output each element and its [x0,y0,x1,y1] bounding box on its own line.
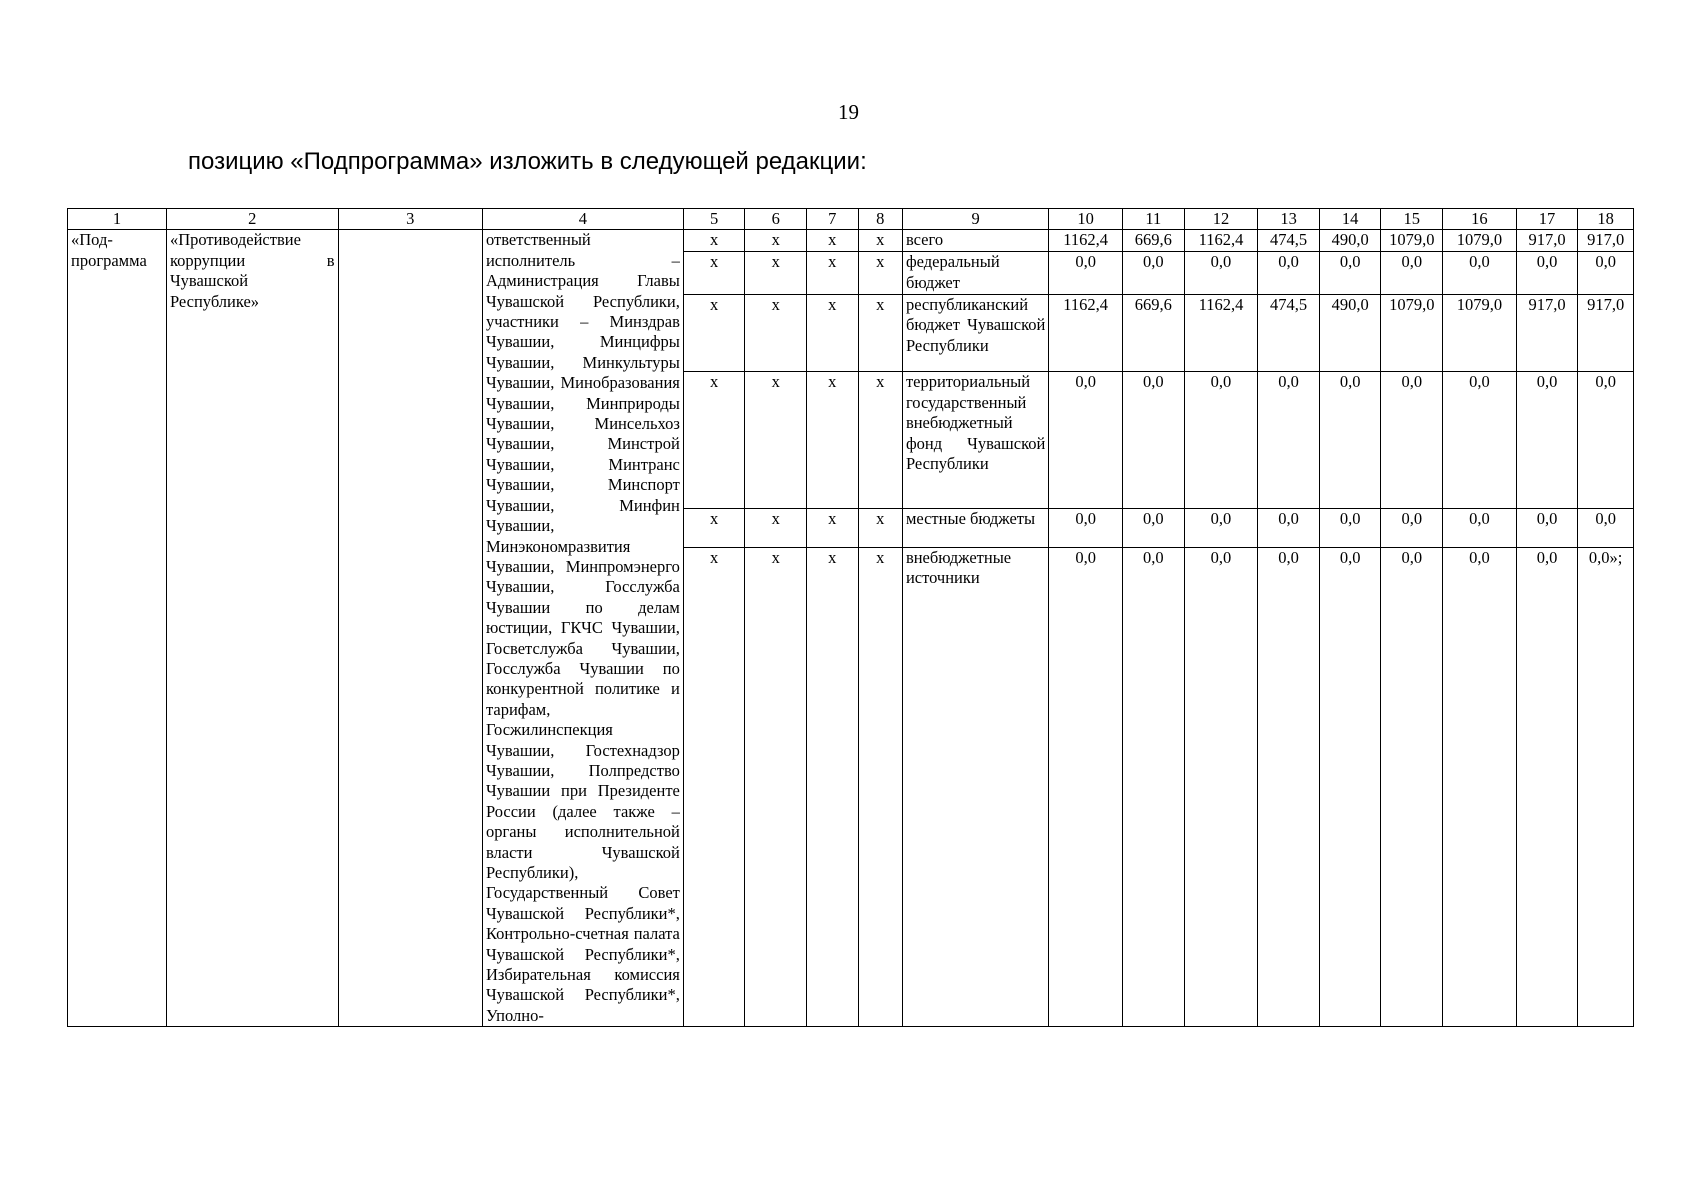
column-number-15: 15 [1381,209,1443,230]
value-cell: 0,0 [1381,547,1443,1026]
value-cell: 0,0 [1049,509,1123,548]
value-cell: 0,0 [1258,509,1320,548]
code-cell-c8: х [858,294,902,372]
column-number-9: 9 [902,209,1048,230]
value-cell: 1162,4 [1049,294,1123,372]
value-cell: 0,0 [1319,547,1381,1026]
header-row [68,209,1634,230]
column-number-14: 14 [1319,209,1381,230]
value-cell: 0,0 [1258,547,1320,1026]
value-cell: 1079,0 [1443,294,1517,372]
column-number-12: 12 [1184,209,1258,230]
code-cell-c5: х [683,547,745,1026]
code-cell-c5: х [683,230,745,252]
code-cell-c6: х [745,509,807,548]
column-number-13: 13 [1258,209,1320,230]
code-cell-c8: х [858,547,902,1026]
value-cell: 0,0 [1381,252,1443,295]
value-cell: 917,0 [1516,294,1578,372]
value-cell: 0,0 [1319,509,1381,548]
value-cell: 0,0 [1443,509,1517,548]
page-number: 19 [838,100,859,124]
value-cell: 1162,4 [1184,294,1258,372]
code-cell-c8: х [858,509,902,548]
value-cell: 0,0 [1123,547,1185,1026]
code-cell-c5: х [683,252,745,295]
code-cell-c5: х [683,509,745,548]
value-cell: 0,0 [1049,252,1123,295]
value-cell: 0,0 [1258,252,1320,295]
value-cell: 0,0 [1184,547,1258,1026]
column-number-7: 7 [807,209,858,230]
value-cell: 0,0 [1319,372,1381,509]
subprogram-name: «Противодействие коррупции в Чувашской Республике» [166,230,338,1027]
value-cell: 0,0 [1381,509,1443,548]
column-number-4: 4 [482,209,683,230]
value-cell: 669,6 [1123,294,1185,372]
code-cell-c6: х [745,372,807,509]
column-number-6: 6 [745,209,807,230]
value-cell: 1162,4 [1049,230,1123,252]
intro-text: позицию «Подпрограмма» изложить в следующей редакции: [188,148,867,175]
column-number-8: 8 [858,209,902,230]
column-number-3: 3 [338,209,482,230]
code-cell-c5: х [683,372,745,509]
value-cell: 669,6 [1123,230,1185,252]
code-cell-c7: х [807,252,858,295]
funding-source: федеральный бюджет [902,252,1048,295]
funding-source: местные бюджеты [902,509,1048,548]
column-number-2: 2 [166,209,338,230]
executors-cell: ответственный исполнитель – Администрация Главы Чувашской Республики, участники – Минздрав Чувашии, Минцифры Чувашии, Минкультуры Чувашии, Минобразования Чувашии, Минприроды Чувашии, Минсельхоз Чувашии, Минстрой Чувашии, Минтранс Чувашии, Минспорт Чувашии, Минфин Чувашии, Минэкономразвития Чувашии, Минпромэнерго Чувашии, Госслужба Чувашии по делам юстиции, ГКЧС Чувашии, Госветслужба Чувашии, Госслужба Чувашии по конкурентной политике и тарифам, Госжилинспекция Чувашии, Гостехнадзор Чувашии, Полпредство Чувашии при Президенте России (далее также – органы исполнительной власти Чувашской Республики), Государственный Совет Чувашской Республики*, Контрольно-счетная палата Чувашской Республики*, Избирательная комиссия Чувашской Республики*, Уполно- [482,230,683,1027]
code-cell-c6: х [745,230,807,252]
value-cell: 0,0 [1049,372,1123,509]
column-number-17: 17 [1516,209,1578,230]
value-cell: 0,0 [1184,372,1258,509]
column-number-11: 11 [1123,209,1185,230]
code-cell-c8: х [858,372,902,509]
code-cell-c7: х [807,509,858,548]
code-cell-c7: х [807,230,858,252]
value-cell: 0,0 [1381,372,1443,509]
code-cell-c6: х [745,252,807,295]
value-cell: 0,0 [1443,252,1517,295]
value-cell: 490,0 [1319,294,1381,372]
code-cell-c6: х [745,294,807,372]
value-cell: 0,0 [1319,252,1381,295]
value-cell: 917,0 [1516,230,1578,252]
column-number-18: 18 [1578,209,1634,230]
value-cell: 0,0 [1123,372,1185,509]
value-cell: 0,0»; [1578,547,1634,1026]
code-cell-c8: х [858,230,902,252]
funding-source: всего [902,230,1048,252]
value-cell: 0,0 [1578,372,1634,509]
column-number-16: 16 [1443,209,1517,230]
value-cell: 917,0 [1578,294,1634,372]
column-number-5: 5 [683,209,745,230]
value-cell: 917,0 [1578,230,1634,252]
value-cell: 0,0 [1516,252,1578,295]
column-number-10: 10 [1049,209,1123,230]
code-cell-c5: х [683,294,745,372]
value-cell: 0,0 [1443,547,1517,1026]
funding-source: республиканский бюджет Чувашской Республики [902,294,1048,372]
code-cell-c7: х [807,294,858,372]
value-cell: 0,0 [1123,252,1185,295]
value-cell: 0,0 [1443,372,1517,509]
value-cell: 0,0 [1049,547,1123,1026]
value-cell: 1079,0 [1381,230,1443,252]
value-cell: 1079,0 [1381,294,1443,372]
value-cell: 490,0 [1319,230,1381,252]
value-cell: 0,0 [1578,509,1634,548]
value-cell: 1162,4 [1184,230,1258,252]
value-cell: 0,0 [1184,509,1258,548]
code-cell-c8: х [858,252,902,295]
value-cell: 0,0 [1258,372,1320,509]
value-cell: 0,0 [1184,252,1258,295]
funding-source: внебюджетные источники [902,547,1048,1026]
value-cell: 0,0 [1516,372,1578,509]
value-cell: 0,0 [1123,509,1185,548]
subprogram-table [67,208,1634,1027]
col3-cell [338,230,482,1027]
code-cell-c6: х [745,547,807,1026]
value-cell: 0,0 [1516,509,1578,548]
funding-source: территориальный государственный внебюджетный фонд Чувашской Республики [902,372,1048,509]
value-cell: 0,0 [1578,252,1634,295]
table-row [68,230,1634,252]
code-cell-c7: х [807,547,858,1026]
value-cell: 474,5 [1258,230,1320,252]
subprogram-label: «Под-программа [68,230,167,1027]
column-number-1: 1 [68,209,167,230]
code-cell-c7: х [807,372,858,509]
value-cell: 474,5 [1258,294,1320,372]
value-cell: 0,0 [1516,547,1578,1026]
value-cell: 1079,0 [1443,230,1517,252]
